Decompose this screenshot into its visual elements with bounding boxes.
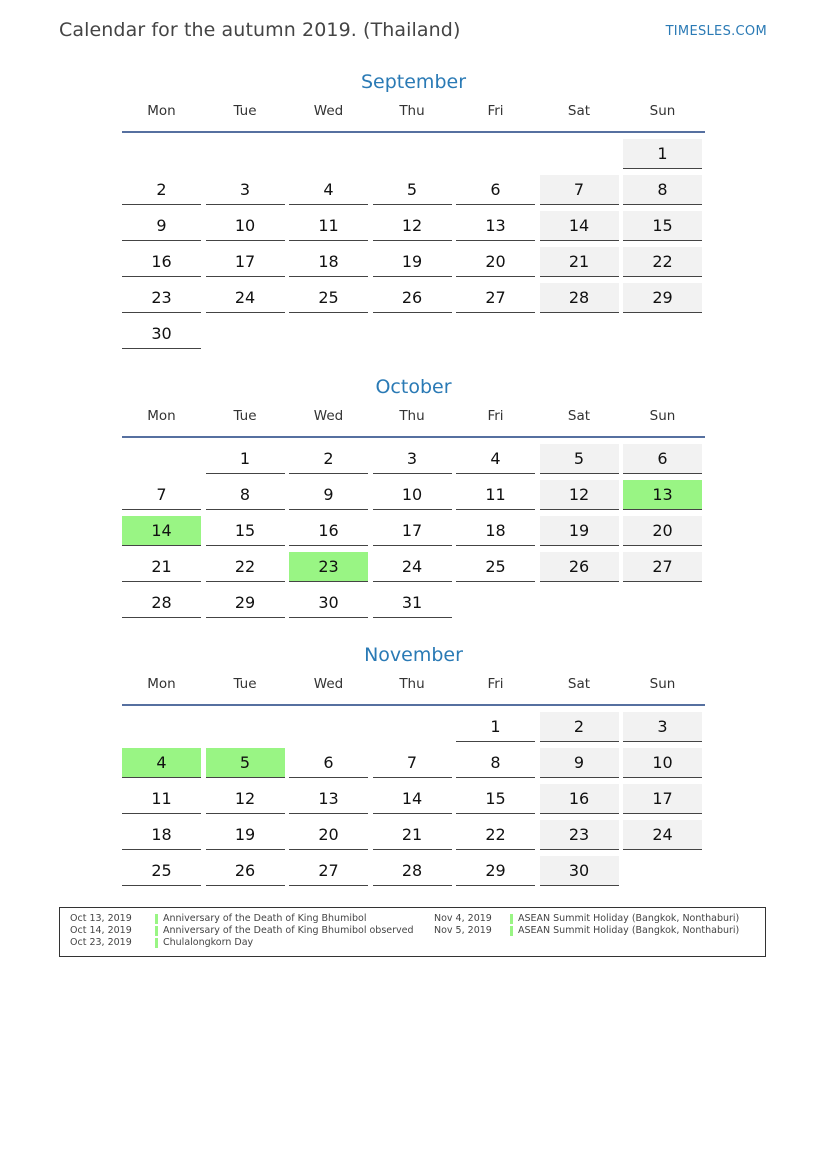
weekday-header — [122, 96, 705, 133]
weekday-sat: Sat — [567, 676, 591, 692]
day-cell: 12 — [206, 784, 285, 814]
weekday-mon: Mon — [147, 408, 176, 424]
day-cell: 5 — [540, 444, 619, 474]
weekday-wed: Wed — [313, 103, 344, 119]
day-cell: 20 — [289, 820, 368, 850]
day-cell: 19 — [540, 516, 619, 546]
day-cell: 15 — [206, 516, 285, 546]
day-cell: 29 — [623, 283, 702, 313]
weekday-tue: Tue — [233, 408, 257, 424]
month-title: September — [360, 71, 467, 93]
day-cell: 12 — [373, 211, 452, 241]
day-cell: 18 — [289, 247, 368, 277]
legend-holiday-name: ASEAN Summit Holiday (Bangkok, Nonthaburi) — [518, 913, 740, 924]
legend-date: Oct 13, 2019 — [70, 913, 132, 924]
legend-date: Oct 23, 2019 — [70, 937, 132, 948]
weekday-fri: Fri — [487, 408, 504, 424]
day-cell: 25 — [289, 283, 368, 313]
legend-holiday-name: Anniversary of the Death of King Bhumibol observed — [163, 925, 414, 936]
day-cell: 31 — [373, 588, 452, 618]
day-cell: 22 — [623, 247, 702, 277]
day-cell: 20 — [456, 247, 535, 277]
day-cell: 7 — [373, 748, 452, 778]
day-cell: 21 — [122, 552, 201, 582]
day-cell: 3 — [373, 444, 452, 474]
day-cell: 18 — [122, 820, 201, 850]
legend-color-marker — [510, 914, 513, 924]
weekday-mon: Mon — [147, 676, 176, 692]
legend-color-marker — [510, 926, 513, 936]
weekday-wed: Wed — [313, 676, 344, 692]
legend-holiday-name: ASEAN Summit Holiday (Bangkok, Nonthaburi) — [518, 925, 740, 936]
day-cell: 27 — [289, 856, 368, 886]
month-october — [122, 373, 705, 612]
month-title: November — [364, 644, 463, 666]
day-cell: 27 — [456, 283, 535, 313]
legend-date: Oct 14, 2019 — [70, 925, 132, 936]
month-title: October — [375, 376, 452, 398]
day-cell: 24 — [206, 283, 285, 313]
day-cell: 13 — [289, 784, 368, 814]
day-cell: 15 — [456, 784, 535, 814]
holiday-day-cell: 14 — [122, 516, 201, 546]
day-cell: 29 — [206, 588, 285, 618]
day-cell: 11 — [289, 211, 368, 241]
day-cell: 4 — [289, 175, 368, 205]
day-cell: 14 — [373, 784, 452, 814]
day-cell: 3 — [623, 712, 702, 742]
day-cell: 11 — [122, 784, 201, 814]
page-title: Calendar for the autumn 2019. (Thailand) — [59, 19, 461, 41]
day-cell: 2 — [540, 712, 619, 742]
weekday-tue: Tue — [233, 676, 257, 692]
day-cell: 25 — [456, 552, 535, 582]
weekday-sun: Sun — [649, 676, 676, 692]
weekday-fri: Fri — [487, 676, 504, 692]
day-cell: 1 — [623, 139, 702, 169]
day-cell: 16 — [122, 247, 201, 277]
day-cell: 13 — [456, 211, 535, 241]
day-cell: 9 — [540, 748, 619, 778]
weekday-header — [122, 669, 705, 706]
day-cell: 5 — [373, 175, 452, 205]
month-november — [122, 641, 705, 880]
day-cell: 26 — [206, 856, 285, 886]
day-cell: 20 — [623, 516, 702, 546]
day-cell: 9 — [289, 480, 368, 510]
day-cell: 17 — [623, 784, 702, 814]
day-cell: 30 — [540, 856, 619, 886]
holiday-day-cell: 23 — [289, 552, 368, 582]
weekday-thu: Thu — [399, 103, 425, 119]
weekday-thu: Thu — [399, 408, 425, 424]
day-cell: 6 — [456, 175, 535, 205]
legend-item — [60, 913, 765, 925]
day-cell: 8 — [456, 748, 535, 778]
legend-item — [60, 925, 765, 937]
day-cell: 23 — [540, 820, 619, 850]
day-cell: 10 — [206, 211, 285, 241]
day-cell: 26 — [540, 552, 619, 582]
day-cell: 27 — [623, 552, 702, 582]
legend-holiday-name: Anniversary of the Death of King Bhumibol — [163, 913, 367, 924]
day-cell: 8 — [623, 175, 702, 205]
day-cell: 19 — [373, 247, 452, 277]
weekday-header — [122, 401, 705, 438]
day-cell: 1 — [206, 444, 285, 474]
legend-item — [60, 937, 765, 949]
day-cell: 24 — [373, 552, 452, 582]
day-cell: 28 — [373, 856, 452, 886]
day-cell: 3 — [206, 175, 285, 205]
day-cell: 22 — [206, 552, 285, 582]
day-cell: 1 — [456, 712, 535, 742]
day-cell: 2 — [289, 444, 368, 474]
day-cell: 9 — [122, 211, 201, 241]
day-cell: 14 — [540, 211, 619, 241]
weekday-tue: Tue — [233, 103, 257, 119]
day-cell: 18 — [456, 516, 535, 546]
day-cell: 15 — [623, 211, 702, 241]
day-cell: 19 — [206, 820, 285, 850]
month-september — [122, 68, 705, 343]
day-cell: 28 — [540, 283, 619, 313]
day-cell: 25 — [122, 856, 201, 886]
weekday-wed: Wed — [313, 408, 344, 424]
day-cell: 6 — [623, 444, 702, 474]
day-cell: 10 — [373, 480, 452, 510]
day-cell: 2 — [122, 175, 201, 205]
day-cell: 21 — [373, 820, 452, 850]
holiday-day-cell: 4 — [122, 748, 201, 778]
day-cell: 7 — [540, 175, 619, 205]
brand-link[interactable]: TIMESLES.COM — [665, 24, 767, 39]
day-cell: 12 — [540, 480, 619, 510]
legend-date: Nov 4, 2019 — [434, 913, 492, 924]
day-cell: 30 — [289, 588, 368, 618]
day-cell: 17 — [206, 247, 285, 277]
day-cell: 26 — [373, 283, 452, 313]
day-cell: 8 — [206, 480, 285, 510]
day-cell: 10 — [623, 748, 702, 778]
weekday-sat: Sat — [567, 103, 591, 119]
day-cell: 11 — [456, 480, 535, 510]
holiday-day-cell: 5 — [206, 748, 285, 778]
legend-date: Nov 5, 2019 — [434, 925, 492, 936]
weekday-sun: Sun — [649, 103, 676, 119]
weekday-fri: Fri — [487, 103, 504, 119]
weekday-sun: Sun — [649, 408, 676, 424]
day-cell: 28 — [122, 588, 201, 618]
day-cell: 16 — [289, 516, 368, 546]
day-cell: 30 — [122, 319, 201, 349]
legend-holiday-name: Chulalongkorn Day — [163, 937, 254, 948]
day-cell: 17 — [373, 516, 452, 546]
weekday-sat: Sat — [567, 408, 591, 424]
weekday-thu: Thu — [399, 676, 425, 692]
day-cell: 29 — [456, 856, 535, 886]
holiday-legend — [59, 907, 766, 957]
day-cell: 6 — [289, 748, 368, 778]
day-cell: 4 — [456, 444, 535, 474]
day-cell: 16 — [540, 784, 619, 814]
holiday-day-cell: 13 — [623, 480, 702, 510]
day-cell: 24 — [623, 820, 702, 850]
weekday-mon: Mon — [147, 103, 176, 119]
day-cell: 21 — [540, 247, 619, 277]
day-cell: 22 — [456, 820, 535, 850]
day-cell: 7 — [122, 480, 201, 510]
legend-color-marker — [155, 938, 158, 948]
day-cell: 23 — [122, 283, 201, 313]
